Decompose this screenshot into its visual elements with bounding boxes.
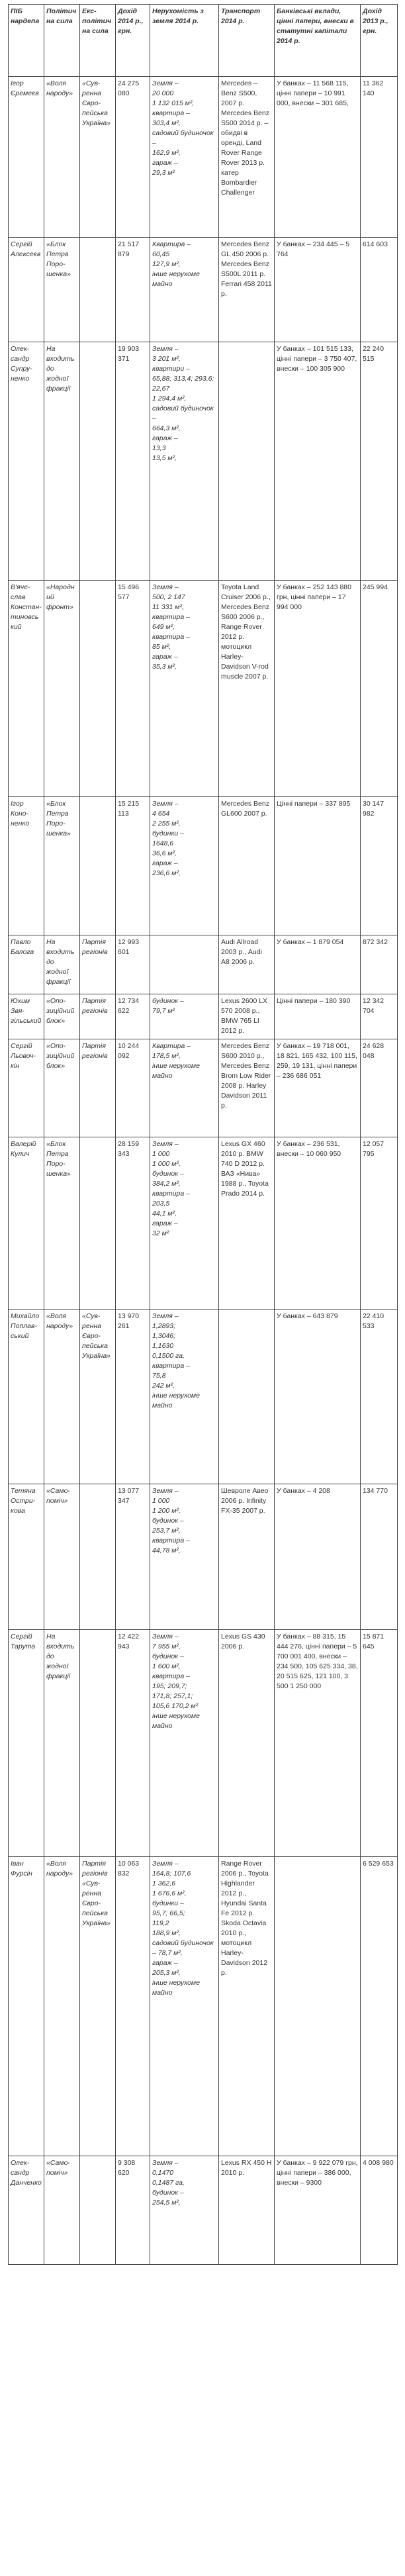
cell-faction: На входить до жодної фракції: [44, 935, 80, 994]
cell-deposits: У банках – 643 879: [275, 1310, 361, 1484]
cell-realty: Земля – 1,2893; 1,3046; 1,1630 0,1500 га, квартира – 75,8 242 м², інше нерухоме майно: [150, 1310, 219, 1484]
cell-name: Ігор Єремеєв: [9, 77, 44, 238]
cell-faction: На входить до жодної фракції: [44, 342, 80, 581]
header-deposits: Банківські вклади, цінні папери, внески в статутні капітали 2014 р.: [275, 5, 361, 77]
cell-income-2013: 872 342: [361, 935, 398, 994]
cell-realty: Земля – 500, 2 147 11 331 м², квартира – 649 м², квартира – 85 м², гараж – 35,3 м²,: [150, 581, 219, 797]
cell-transport: Mercedes Benz GL 450 2006 р. Mercedes Benz S500L 2011 р. Ferrari 458 2011 р.: [219, 238, 275, 342]
cell-transport: Audi Allroad 2003 р., Audi A8 2006 р.: [219, 935, 275, 994]
cell-deposits: У банках – 236 531, внески – 10 060 950: [275, 1137, 361, 1310]
cell-faction: «Блок Петра Поро-шенка»: [44, 238, 80, 342]
cell-realty: Земля – 4 654 2 255 м², будинки – 1648,6 36,6 м², гараж – 236,6 м²,: [150, 797, 219, 935]
cell-income-2014: 13 970 261: [116, 1310, 150, 1484]
cell-name: Іван Фурсін: [9, 1857, 44, 2156]
table-row: [9, 1310, 398, 1484]
cell-income-2013: 12 057 795: [361, 1137, 398, 1310]
cell-transport: Toyota Land Cruiser 2006 р., Mercedes Benz S600 2006 р., Range Rover 2012 р. мотоцикл Harley-Davidson V-rod muscle 2007 р.: [219, 581, 275, 797]
cell-deposits: У банках – 9 922 079 грн, цінні папери – 386 000, внески – 9300: [275, 2156, 361, 2265]
cell-realty: будинок – 79,7 м²: [150, 994, 219, 1039]
cell-transport: Lexus 2600 LX 570 2008 р., BMW 765 LI 2012 р.: [219, 994, 275, 1039]
cell-income-2013: 134 770: [361, 1484, 398, 1630]
cell-income-2014: 21 517 879: [116, 238, 150, 342]
cell-realty: Земля – 7 955 м², будинок – 1 600 м², квартира – 195; 209,7; 171,8; 257,1; 105,6 170,2 м² інше нерухоме майно: [150, 1630, 219, 1857]
cell-deposits: У банках – 101 515 133, цінні папери – 3 750 407, внески – 100 305 900: [275, 342, 361, 581]
table-row: [9, 1630, 398, 1857]
table-row: [9, 1137, 398, 1310]
cell-ex-faction: [80, 2156, 116, 2265]
cell-realty: Квартира – 60,45 127,9 м², інше нерухоме майно: [150, 238, 219, 342]
table-body: [9, 77, 398, 2265]
cell-transport: Mercedes Benz S600 2010 р., Mercedes Benz Brom Low Rider 2008 р. Harley Davidson 2011 р.: [219, 1039, 275, 1137]
cell-faction: «Народний фронт»: [44, 581, 80, 797]
cell-income-2013: 30 147 982: [361, 797, 398, 935]
cell-ex-faction: [80, 797, 116, 935]
cell-income-2014: 9 308 620: [116, 2156, 150, 2265]
table-row: [9, 1857, 398, 2156]
cell-name: Сергій Льовоч-кін: [9, 1039, 44, 1137]
cell-deposits: Цінні папери – 337 895: [275, 797, 361, 935]
cell-faction: «Блок Петра Поро-шенка»: [44, 1137, 80, 1310]
table-row: [9, 2156, 398, 2265]
cell-income-2014: 12 422 943: [116, 1630, 150, 1857]
cell-deposits: У банках – 19 718 001, 18 821, 165 432, 100 115, 259, 19 131, цінні папери – 236 686 051: [275, 1039, 361, 1137]
cell-income-2014: 13 077 347: [116, 1484, 150, 1630]
cell-name: Юхим Звя-гільський: [9, 994, 44, 1039]
table-row: [9, 581, 398, 797]
cell-realty: Квартира – 178,5 м², інше нерухоме майно: [150, 1039, 219, 1137]
cell-realty: Земля – 20 000 1 132 015 м², квартира – 303,4 м², садовий будиночок – 162,9 м², гараж – 29,3 м²: [150, 77, 219, 238]
cell-deposits: Цінні папери – 180 390: [275, 994, 361, 1039]
cell-name: В'яче-слав Констан-тиновський: [9, 581, 44, 797]
cell-deposits: У банках – 234 445 – 5 764: [275, 238, 361, 342]
cell-ex-faction: [80, 238, 116, 342]
cell-ex-faction: [80, 1630, 116, 1857]
table-row: [9, 77, 398, 238]
cell-transport: Mercedes Benz GL600 2007 р.: [219, 797, 275, 935]
cell-income-2013: 22 410 533: [361, 1310, 398, 1484]
cell-faction: «Само-поміч»: [44, 2156, 80, 2265]
cell-transport: [219, 1310, 275, 1484]
cell-income-2014: 10 063 832: [116, 1857, 150, 2156]
cell-income-2013: 12 342 704: [361, 994, 398, 1039]
cell-income-2014: 15 215 113: [116, 797, 150, 935]
table-header-row: [9, 5, 398, 77]
cell-faction: «Само-поміч»: [44, 1484, 80, 1630]
cell-income-2014: 15 496 577: [116, 581, 150, 797]
table-row: [9, 994, 398, 1039]
header-realty: Нерухомість з земля 2014 р.: [150, 5, 219, 77]
cell-ex-faction: [80, 1137, 116, 1310]
cell-income-2013: 614 603: [361, 238, 398, 342]
cell-name: Сергій Тарута: [9, 1630, 44, 1857]
cell-income-2013: 15 871 645: [361, 1630, 398, 1857]
table-row: [9, 1039, 398, 1137]
cell-ex-faction: Партія регіонів: [80, 935, 116, 994]
cell-income-2013: 4 008 980: [361, 2156, 398, 2265]
table-row: [9, 797, 398, 935]
table-row: [9, 935, 398, 994]
cell-name: Валерій Кулич: [9, 1137, 44, 1310]
cell-realty: Земля – 1 000 1 000 м², будинок – 384,2 м², квартира – 203,5 44,1 м², гараж – 32 м²: [150, 1137, 219, 1310]
cell-income-2014: 19 903 371: [116, 342, 150, 581]
cell-faction: «Воля народу»: [44, 1857, 80, 2156]
cell-realty: Земля – 1 000 1 200 м², будинок – 253,7 м², квартира – 44,78 м²,: [150, 1484, 219, 1630]
cell-deposits: У банках – 88 315, 15 444 276, цінні папери – 5 700 001 400, внески – 234 500, 105 625 334, 38, 20 515 625, 121 100, 3 500 1 250 000: [275, 1630, 361, 1857]
cell-transport: [219, 342, 275, 581]
cell-name: Олек-сандр Данченко: [9, 2156, 44, 2265]
cell-faction: «Опо-зиційний блок»: [44, 994, 80, 1039]
cell-ex-faction: Партія регіонів: [80, 994, 116, 1039]
cell-deposits: У банках – 11 568 115, цінні папери – 10 991 000, внески – 301 685,: [275, 77, 361, 238]
deputies-income-table: [8, 4, 398, 2265]
cell-faction: «Блок Петра Поро-шенка»: [44, 797, 80, 935]
header-faction: Політична сила: [44, 5, 80, 77]
cell-income-2014: 10 244 092: [116, 1039, 150, 1137]
cell-ex-faction: «Сув-ренна Євро-пейська Україна»: [80, 1310, 116, 1484]
cell-realty: Земля – 164,8; 107,6 1 362,6 1 676,6 м², будинки – 95,7; 66,5; 119,2 188,9 м², садовий будиночок – 78,7 м², гараж – 205,3 м², інше нерухоме майно: [150, 1857, 219, 2156]
cell-name: Сергій Алексеєв: [9, 238, 44, 342]
cell-deposits: [275, 1857, 361, 2156]
cell-ex-faction: [80, 342, 116, 581]
cell-income-2013: 22 240 515: [361, 342, 398, 581]
header-name: ПІБ нардепа: [9, 5, 44, 77]
cell-income-2013: 11 362 140: [361, 77, 398, 238]
cell-income-2013: 245 994: [361, 581, 398, 797]
cell-ex-faction: Партія регіонів: [80, 1039, 116, 1137]
cell-ex-faction: Партія регіонів «Сув-ренна Євро-пейська Україна»: [80, 1857, 116, 2156]
cell-income-2014: 12 734 622: [116, 994, 150, 1039]
cell-ex-faction: [80, 581, 116, 797]
cell-transport: Range Rover 2006 р., Toyota Highlander 2012 р., Hyundai Santa Fe 2012 р. Skoda Octavia 2010 р., мотоцикл Harley-Davidson 2012 р.: [219, 1857, 275, 2156]
table-row: [9, 1484, 398, 1630]
cell-transport: Шевроле Авео 2006 р. Infinity FX-35 2007 р.: [219, 1484, 275, 1630]
cell-name: Тетяна Остри-кова: [9, 1484, 44, 1630]
cell-income-2014: 12 993 601: [116, 935, 150, 994]
cell-name: Олек-сандр Супру-ненко: [9, 342, 44, 581]
cell-income-2013: 24 628 048: [361, 1039, 398, 1137]
cell-ex-faction: «Сув-ренна Євро-пейська Україна»: [80, 77, 116, 238]
cell-transport: Lexus RX 450 H 2010 р.: [219, 2156, 275, 2265]
cell-deposits: У банках – 4 208: [275, 1484, 361, 1630]
header-ex-faction: Екс-політична сила: [80, 5, 116, 77]
cell-deposits: У банках – 252 143 880 грн, цінні папери – 17 994 000: [275, 581, 361, 797]
header-income-2014: Дохід 2014 р., грн.: [116, 5, 150, 77]
cell-realty: [150, 935, 219, 994]
cell-deposits: У банках – 1 879 054: [275, 935, 361, 994]
cell-transport: Lexus GX 460 2010 р. BMW 740 D 2012 р. ВАЗ «Нива» 1988 р., Toyota Prado 2014 р.: [219, 1137, 275, 1310]
cell-ex-faction: [80, 1484, 116, 1630]
cell-transport: Lexus GS 430 2006 р.: [219, 1630, 275, 1857]
cell-income-2014: 24 275 080: [116, 77, 150, 238]
header-income-2013: Дохід 2013 р., грн.: [361, 5, 398, 77]
table-row: [9, 342, 398, 581]
cell-realty: Земля – 3 201 м², квартири – 65,88; 313,4; 293,6; 22,67 1 294,4 м², садовий будиночок – 664,3 м², гараж – 13,3 13,5 м²,: [150, 342, 219, 581]
cell-faction: «Воля народу»: [44, 1310, 80, 1484]
cell-realty: Земля – 0,1470 0,1487 га, будинок – 254,5 м²,: [150, 2156, 219, 2265]
cell-name: Ігор Коно-ненко: [9, 797, 44, 935]
cell-faction: На входить до жодної фракції: [44, 1630, 80, 1857]
cell-transport: Mercedes – Benz S500, 2007 р. Mercedes Benz S500 2014 р. – обидві в оренді, Land Rover Range Rover 2013 р. катер Bombardier Challenger: [219, 77, 275, 238]
cell-faction: «Воля народу»: [44, 77, 80, 238]
cell-income-2013: 6 529 653: [361, 1857, 398, 2156]
cell-name: Михайло Поплав-ський: [9, 1310, 44, 1484]
cell-income-2014: 28 159 343: [116, 1137, 150, 1310]
cell-name: Павло Балога: [9, 935, 44, 994]
cell-faction: «Опо-зиційний блок»: [44, 1039, 80, 1137]
table-row: [9, 238, 398, 342]
header-transport: Транспорт 2014 р.: [219, 5, 275, 77]
